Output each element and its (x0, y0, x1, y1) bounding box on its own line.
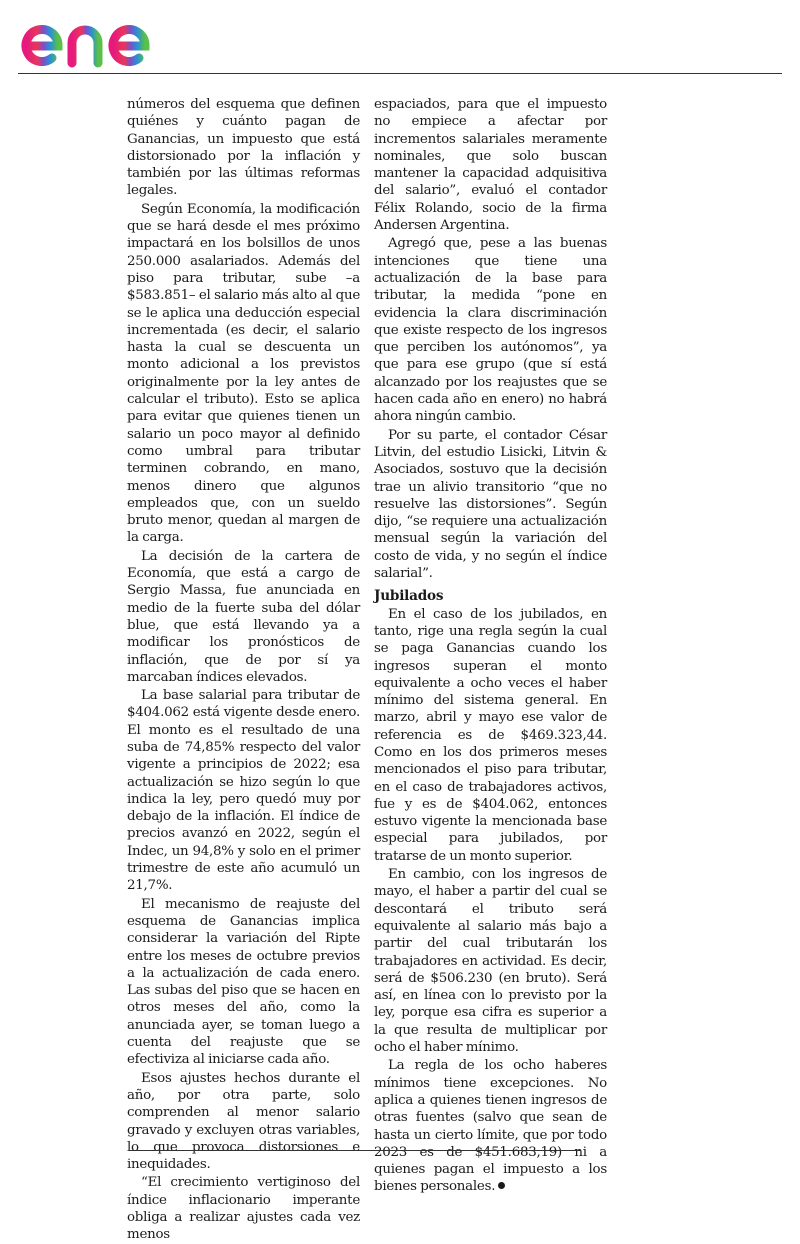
footer-rule (130, 1150, 580, 1151)
paragraph: En el caso de los jubilados, en tanto, rige una regla según la cual se paga Ganancias cuando los ingresos superan el monto equivalente a ocho veces el haber mínimo del sistema general. En marzo, abril y mayo ese valor de referencia es de $469.323,44. Como en los dos primeros meses mencionados el piso para tributar, en el caso de trabajadores activos, fue y es de $404.062, entonces estuvo vigente la mencionada base especial para jubilados, por tratarse de un monto superior. (374, 606, 607, 864)
paragraph-last (374, 1057, 607, 1195)
paragraph: El mecanismo de reajuste del esquema de Ganancias implica considerar la variación del Ripte entre los meses de octubre previos a la actualización de cada enero. Las subas del piso que se hacen en otros meses del año, como la anunciada ayer, se toman luego a cuenta del reajuste que se efectiviza al iniciarse cada año. (127, 896, 360, 1068)
article-column-right (374, 96, 607, 1196)
paragraph: La decisión de la cartera de Economía, que está a cargo de Sergio Massa, fue anunciada en medio de la fuerte suba del dólar blue, que está llevando ya a modificar los pronósticos de inflación, que de por sí ya marcaban índices elevados. (127, 548, 360, 685)
article-column-left (127, 96, 360, 1244)
paragraph: espaciados, para que el impuesto no empiece a afectar por incrementos salariales meramente nominales, que solo buscan mantener la capacidad adquisitiva del salario”, evaluó el contador Félix Rolando, socio de la firma Andersen Argentina. (374, 97, 607, 234)
paragraph: En cambio, con los ingresos de mayo, el haber a partir del cual se descontará el tributo será equivalente al salario más bajo a partir del cual tributarán los trabajadores en actividad. Es decir, será de $506.230 (en bruto). Será así, en línea con lo previsto por la ley, porque esa cifra es superior a la que resulta de multiplicar por ocho el haber mínimo. (374, 867, 607, 1056)
paragraph: “El crecimiento vertiginoso del índice inflacionario imperante obliga a realizar ajustes cada vez menos (127, 1175, 360, 1243)
header-rule (18, 73, 782, 74)
paragraph: números del esquema que definen quiénes y cuánto pagan de Ganancias, un impuesto que está distorsionado por la inflación y también por las últimas reformas legales. (127, 97, 360, 199)
end-of-article-icon (498, 1182, 505, 1189)
paragraph: Por su parte, el contador César Litvin, del estudio Lisicki, Litvin & Asociados, sostuvo que la decisión trae un alivio transitorio “que no resuelve las distorsiones”. Según dijo, “se requiere una actualización mensual según la variación del costo de vida, y no según el índice salarial”. (374, 427, 607, 582)
paragraph: Según Economía, la modificación que se hará desde el mes próximo impactará en los bolsillos de unos 250.000 asalariados. Además del piso para tributar, sube –a $583.851– el salario más alto al que se le aplica una deducción especial incrementada (es decir, el salario hasta la cual se descuenta un monto adicional a los previstos originalmente por la ley antes de calcular el tributo). Esto se aplica para evitar que quienes tienen un salario un poco mayor al definido como umbral para tributar terminen cobrando, en mano, menos dinero que algunos empleados que, con un sueldo bruto menor, quedan al margen de la carga. (127, 201, 360, 546)
paragraph-text: La regla de los ocho haberes mínimos tiene excepciones. No aplica a quienes tienen ingresos de otras fuentes (salvo que sean de hasta un cierto límite, que por todo 2023 es de $451.683,19) ni a quienes pagan el impuesto a los bienes personales. (374, 1058, 607, 1195)
section-subheading: Jubilados (374, 588, 444, 605)
enel-logo-graphic (18, 8, 183, 70)
enel-logo (18, 8, 183, 70)
paragraph: La base salarial para tributar de $404.062 está vigente desde enero. El monto es el resultado de una suba de 74,85% respecto del valor vigente a principios de 2022; esa actualización se hizo según lo que indica la ley, pero quedó muy por debajo de la inflación. El índice de precios avanzó en 2022, según el Indec, un 94,8% y solo en el primer trimestre de este año acumuló un 21,7%. (127, 688, 360, 894)
paragraph: Esos ajustes hechos durante el año, por otra parte, solo comprenden al menor salario gravado y excluyen otras variables, lo que provoca distorsiones e inequidades. (127, 1070, 360, 1173)
paragraph: Agregó que, pese a las buenas intenciones que tiene una actualización de la base para tributar, la medida “pone en evidencia la clara discriminación que existe respecto de los ingresos que perciben los autónomos”, ya que para ese grupo (que sí está alcanzado por los reajustes que se hacen cada año en enero) no habrá ahora ningún cambio. (374, 236, 607, 425)
